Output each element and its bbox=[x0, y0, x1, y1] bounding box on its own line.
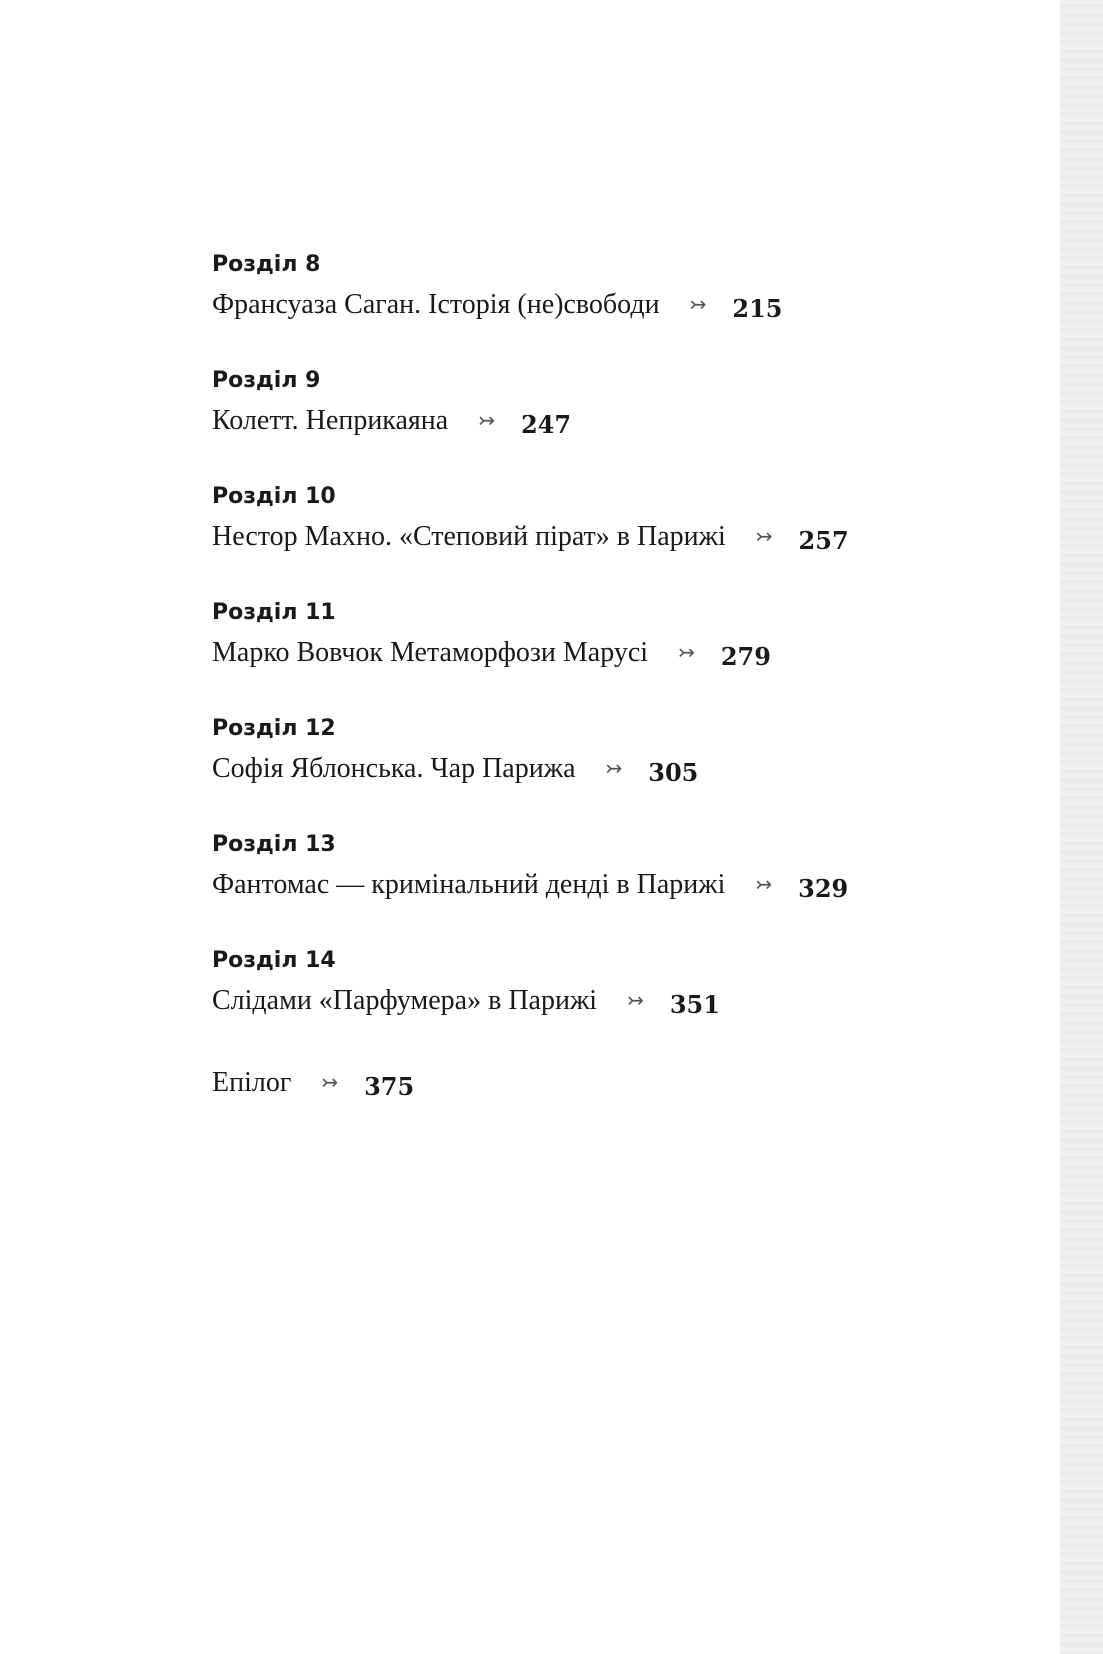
chapter-title: Слідами «Парфумера» в Парижі bbox=[212, 985, 598, 1016]
page-number: 375 bbox=[364, 1072, 415, 1101]
chapter-label: Розділ 11 bbox=[212, 600, 336, 625]
chapter-title: Фантомас — кримінальний денді в Парижі bbox=[212, 869, 726, 900]
arrow-icon: ↣ bbox=[689, 292, 707, 316]
chapter-title-line bbox=[212, 630, 1032, 674]
chapter-title: Софія Яблонська. Чар Парижа bbox=[212, 753, 576, 784]
toc-entry-epilogue bbox=[212, 1060, 1032, 1104]
arrow-icon: ↣ bbox=[627, 988, 644, 1012]
page-number: 351 bbox=[669, 990, 720, 1019]
chapter-title: Колетт. Неприкаяна bbox=[212, 405, 449, 436]
arrow-icon: ↣ bbox=[755, 872, 773, 896]
chapter-title-line bbox=[212, 862, 1032, 906]
arrow-icon: ↣ bbox=[605, 756, 623, 780]
chapter-label: Розділ 8 bbox=[212, 252, 321, 277]
chapter-label: Розділ 10 bbox=[212, 484, 336, 509]
chapter-title-line bbox=[212, 978, 1032, 1022]
chapter-title-line bbox=[212, 746, 1032, 790]
chapter-label: Розділ 12 bbox=[212, 716, 336, 741]
chapter-title: Нестор Махно. «Степовий пірат» в Парижі bbox=[212, 521, 726, 552]
chapter-label: Розділ 9 bbox=[212, 368, 321, 393]
arrow-icon: ↣ bbox=[321, 1070, 339, 1094]
chapter-label: Розділ 14 bbox=[212, 948, 336, 973]
toc-entry-chapter-12 bbox=[212, 712, 1032, 790]
chapter-title-line bbox=[212, 514, 1032, 558]
page-number: 305 bbox=[648, 758, 699, 787]
page-number: 257 bbox=[798, 526, 849, 555]
page-edge-texture bbox=[1060, 0, 1103, 1654]
page-number: 247 bbox=[520, 410, 572, 439]
chapter-title-line bbox=[212, 398, 1032, 442]
page-number: 329 bbox=[798, 874, 849, 903]
chapter-title-line bbox=[212, 282, 1032, 326]
epilogue-title: Епілог bbox=[212, 1067, 292, 1098]
chapter-title: Франсуаза Саган. Історія (не)свободи bbox=[212, 289, 660, 320]
toc-entry-chapter-14 bbox=[212, 944, 1032, 1022]
toc-entry-chapter-9 bbox=[212, 364, 1032, 442]
epilogue-title-line bbox=[212, 1060, 1032, 1104]
page-number: 215 bbox=[732, 294, 783, 323]
toc-entry-chapter-11 bbox=[212, 596, 1032, 674]
toc-entry-chapter-13 bbox=[212, 828, 1032, 906]
table-of-contents bbox=[212, 248, 1032, 1142]
toc-entry-chapter-8 bbox=[212, 248, 1032, 326]
arrow-icon: ↣ bbox=[678, 640, 695, 664]
page-number: 279 bbox=[720, 642, 771, 671]
arrow-icon: ↣ bbox=[755, 524, 773, 548]
toc-entry-chapter-10 bbox=[212, 480, 1032, 558]
chapter-title: Марко Вовчок Метаморфози Марусі bbox=[212, 637, 649, 668]
chapter-label: Розділ 13 bbox=[212, 832, 336, 857]
arrow-icon: ↣ bbox=[478, 408, 495, 432]
